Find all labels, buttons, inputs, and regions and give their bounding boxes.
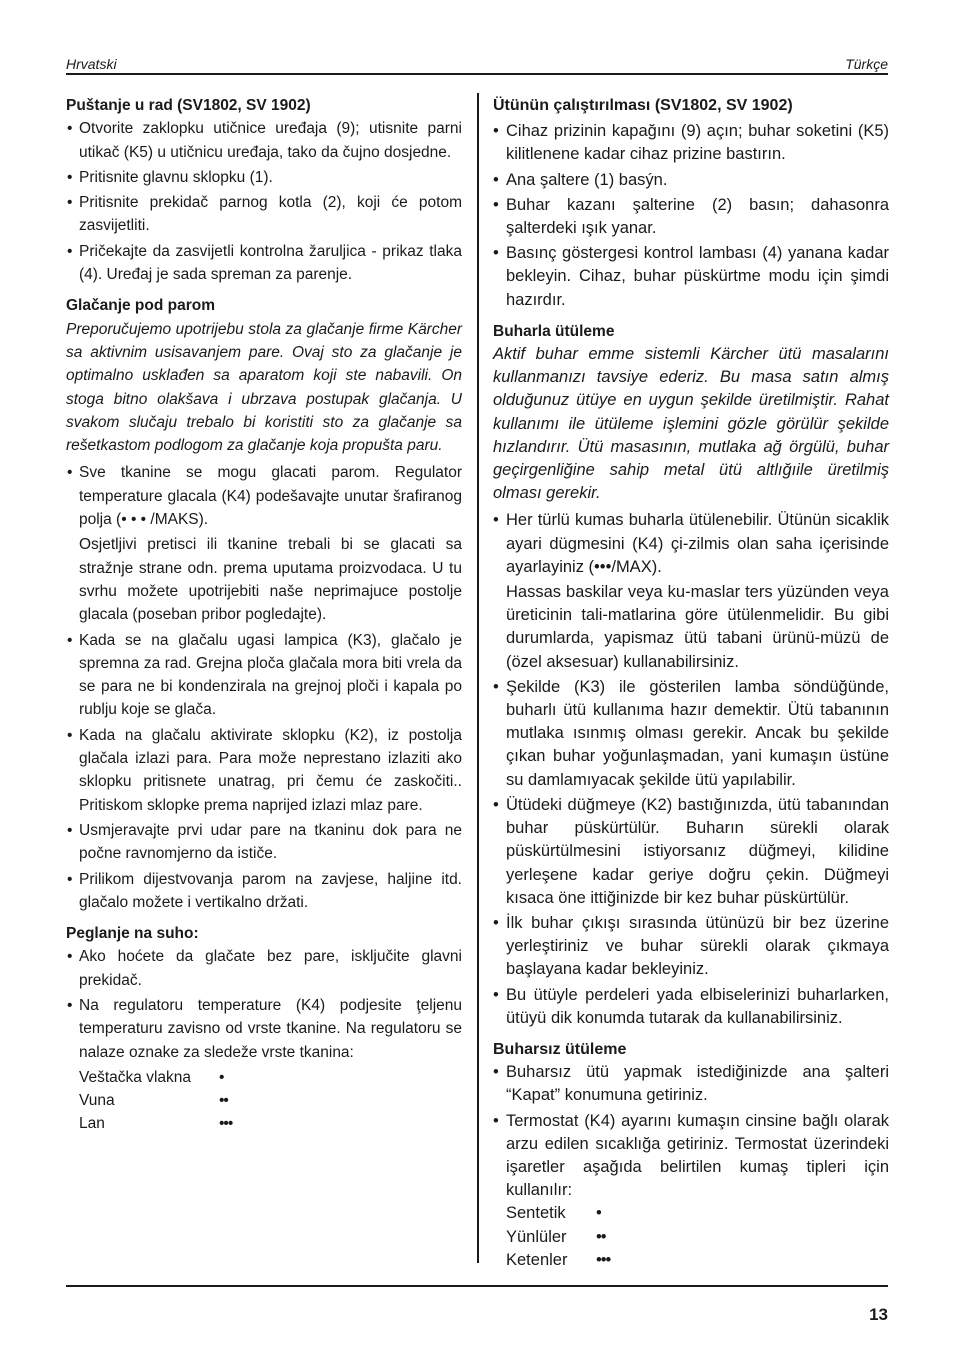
fabric-name: Ketenler <box>506 1250 568 1269</box>
startup-list <box>66 117 462 286</box>
list-item <box>66 461 462 626</box>
fabric-name: Yünlüler <box>506 1227 567 1246</box>
fabric-dots: •• <box>219 1092 228 1110</box>
list-item: • Ana şaltere (1) basýn. <box>493 169 889 192</box>
section-title-startup: Puštanje u rad (SV1802, SV 1902) <box>66 97 311 114</box>
header-language-right: Türkçe <box>845 56 888 72</box>
column-separator <box>477 93 479 1263</box>
list-item-note: Hassas baskilar veya ku-maslar ters yüzünden veya üreticinin tali-matlarina göre ütülenmelidir. Bu gibi durumlarda, yapismaz ütü tabani ürünü-müzü de (özel aksesuar) kullanabilirsiniz. <box>506 583 889 671</box>
fabric-dots: •• <box>596 1227 606 1246</box>
section-title-steam-ironing: Glačanje pod parom <box>66 297 216 315</box>
footer-rule <box>66 1285 888 1287</box>
table-row <box>506 1249 610 1272</box>
steam-ironing-intro: Aktif buhar emme sistemli Kärcher ütü masalarını kullanmanızı tavsiye ederiz. Bu masa satın almış olduğunuz ütüye en uygun şekilde üretilmiştir. Rahat kullanımı ile ütüleme işlemini gözle görülür şekilde hızlandırır. Ütü masasının, mutlaka ağ örgülü, buhar geçirgenliğine sahip metal ütü altlığıile üretilmiş olması gerekir. <box>493 345 889 503</box>
list-item: • Pritisnite glavnu sklopku (1). <box>66 166 462 189</box>
steam-ironing-list <box>66 461 462 914</box>
section-title-dry-ironing: Buharsız ütüleme <box>493 1040 627 1058</box>
table-row <box>79 1112 232 1135</box>
fabric-table <box>506 1202 610 1272</box>
table-row <box>79 1066 232 1089</box>
fabric-dots: ••• <box>219 1115 233 1133</box>
list-item: • Prilikom dijestvovanja parom na zavjese, haljine itd. glačalo možete i vertikalno držati. <box>66 868 462 915</box>
dry-ironing-list <box>66 945 462 1063</box>
fabric-name: Veštačka vlakna <box>79 1068 192 1086</box>
fabric-name: Sentetik <box>506 1204 566 1223</box>
list-item: • Usmjeravajte prvi udar pare na tkaninu dok para ne počne ravnomjerno da ističe. <box>66 819 462 866</box>
fabric-name: Vuna <box>79 1092 115 1110</box>
list-item: • Ako hoćete da glačate bez pare, isključite glavni prekidač. <box>66 945 462 992</box>
list-item-text: Sve tkanine se mogu glacati parom. Regulator temperature glacala (K4) podešavajte unutar šrafiranog polja (• • • /MAKS). <box>79 464 462 529</box>
steam-ironing-intro: Preporučujemo upotrijebu stola za glačanje firme Kärcher sa aktivnim usisavanjem pare. Ovaj sto za glačanje je optimalno usklađen sa aparatom koji ste nabavili. On stoga bitno olakšava i ubrzava postupak glačanja. U svakom slučaju trebalo bi koristiti sto za glačanje sa rešetkastom podlogom za glačanje koja propušta paru. <box>66 320 462 455</box>
list-item: • Şekilde (K3) ile gösterilen lamba söndüğünde, buharlı ütü kullanıma hazır demektir. Ütü tabanının mutlaka ısınmış olması gerekir. Ancak bu şekilde çıkan buhar yoğunlaşmadan, yani kumaşın üstüne su damlamıyacak şekilde ütü yapılabilir. <box>493 676 889 792</box>
list-item-note: Osjetljivi pretisci ili tkanine trebali bi se glacati sa stražnje strane odn. prema uputama proizvodaca. U tu svrhu možete upotrijebiti naše neprimajuce postolje glacala (poseban pribor pogledajte). <box>79 536 462 624</box>
header-language-left: Hrvatski <box>66 56 117 72</box>
fabric-table <box>79 1066 232 1136</box>
fabric-dots: ••• <box>596 1250 611 1269</box>
list-item-text: Her türlü kumas buharla ütülenebilir. Ütünün sicaklik ayari dügmesini (K4) çi-zilmis olan saha içerisinde ayarlayiniz (•••/MAX). <box>506 511 889 576</box>
section-title-startup: Ütünün çalıştırılması (SV1802, SV 1902) <box>493 97 793 114</box>
section-title-dry-ironing: Peglanje na suho: <box>66 925 199 943</box>
list-item: • Buharsız ütü yapmak istediğinizde ana şalteri “Kapat” konumuna getiriniz. <box>493 1061 889 1107</box>
list-item: • Cihaz prizinin kapağını (9) açın; buhar soketini (K5) kilitlenene kadar cihaz prizine bastırın. <box>493 120 889 166</box>
list-item: • Bu ütüyle perdeleri yada elbiselerinizi buharlarken, ütüyü dik konumda tutarak da kullanabilirsiniz. <box>493 984 889 1030</box>
fabric-dots: • <box>219 1068 224 1086</box>
section-title-steam-ironing: Buharla ütüleme <box>493 322 615 340</box>
page-number: 13 <box>869 1305 888 1324</box>
list-item: • Termostat (K4) ayarını kumaşın cinsine bağlı olarak arzu edilen sıcaklığa getiriniz. Termostat üzerindeki işaretler aşağıda belirtilen kumaş tipleri için kullanılır: <box>493 1110 889 1203</box>
list-item: • Pričekajte da zasvijetli kontrolna žaruljica - prikaz tlaka (4). Uređaj je sada spreman za parenje. <box>66 240 462 287</box>
list-item: • İlk buhar çıkışı sırasında ütünüzü bir bez üzerine yerleştiriniz ve buhar sürekli olarak çıkmaya başlayana kadar bekleyiniz. <box>493 912 889 982</box>
table-row <box>506 1226 610 1249</box>
header-rule <box>66 73 888 75</box>
list-item: • Otvorite zaklopku utičnice uređaja (9); utisnite parni utikač (K5) u utičnicu uređaja, tako da čujno dosjedne. <box>66 117 462 164</box>
list-item: • Na regulatoru temperature (K4) podjesite ţeljenu temperaturu zavisno od vrste tkanine. Na regulatoru se nalaze oznake za sledeže vrste tkanina: <box>66 994 462 1064</box>
right-column <box>493 94 889 1272</box>
steam-ironing-list <box>493 509 889 1029</box>
list-item: • Ütüdeki düğmeye (K2) bastığınızda, ütü tabanından buhar püskürtülür. Buharın sürekli olarak püskürtülmesini istiyorsanız düğmeyi, kilidine yerleşene kadar geriye doğru çekin. Düğmeyi kısaca öne ittiğinizde bir kez buhar püskürtülür. <box>493 794 889 910</box>
list-item: • Buhar kazanı şalterine (2) basın; dahasonra şalterdeki ışık yanar. <box>493 194 889 240</box>
table-row <box>506 1202 610 1225</box>
list-item: • Kada na glačalu aktivirate sklopku (K2), iz postolja glačala izlazi para. Para može neprestano izlaziti ako sklopku pritisnete unatrag, pri čemu će zaskočiti.. Pritiskom sklopke prema naprijed izlazi mlaz pare. <box>66 724 462 817</box>
table-row <box>79 1089 232 1112</box>
startup-list <box>493 120 889 312</box>
list-item: • Basınç göstergesi kontrol lambası (4) yanana kadar bekleyin. Cihaz, buhar püskürtme modu için şimdi hazırdır. <box>493 242 889 312</box>
dry-ironing-list <box>493 1061 889 1202</box>
fabric-name: Lan <box>79 1115 105 1133</box>
left-column <box>66 94 462 1136</box>
fabric-dots: • <box>596 1204 601 1223</box>
list-item <box>493 509 889 673</box>
list-item: • Pritisnite prekidač parnog kotla (2), koji će potom zasvijetliti. <box>66 191 462 238</box>
list-item: • Kada se na glačalu ugasi lampica (K3), glačalo je spremna za rad. Grejna ploča glačala mora biti vrela da se para ne bi kondenzirala na grejnoj ploči i kapala po rublju koje se glača. <box>66 629 462 722</box>
